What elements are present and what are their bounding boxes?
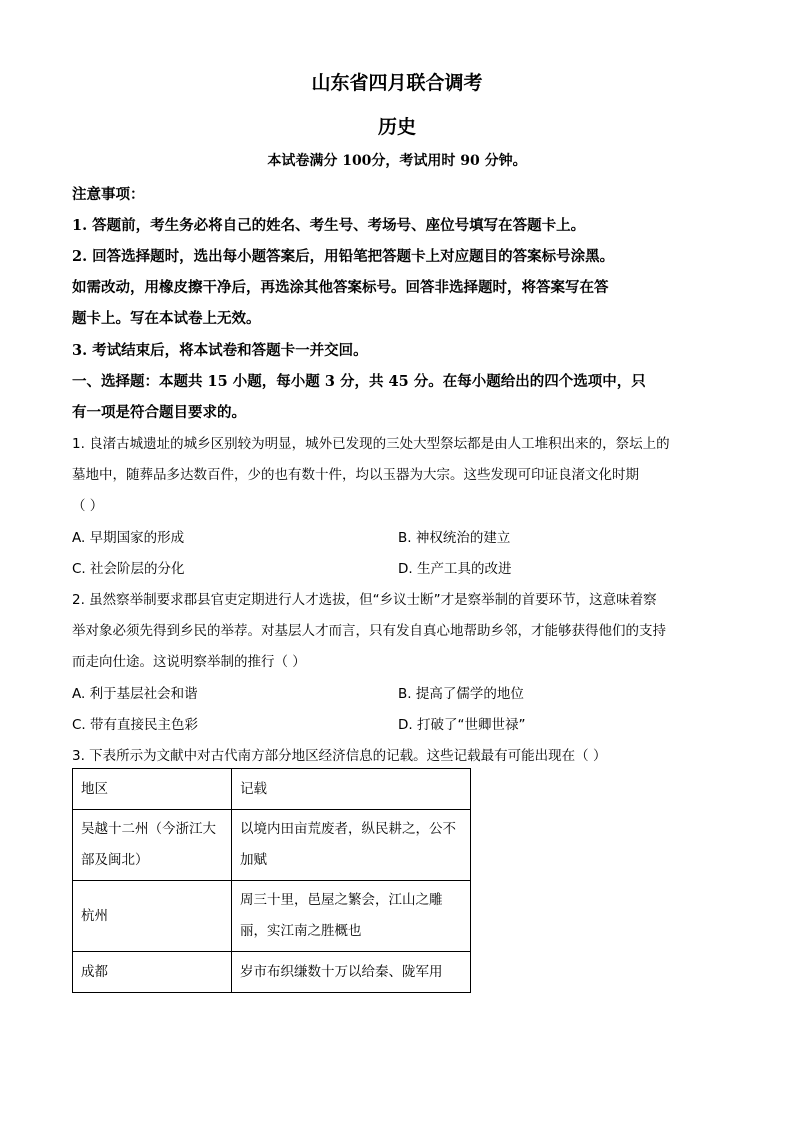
question-1-option-d: D. 生产工具的改进 <box>398 561 512 577</box>
question-2-text: 2. 虽然察举制要求郡县官吏定期进行人才选拔，但“乡议士断”才是察举制的首要环节，这意味着察 <box>72 592 657 608</box>
table-row <box>73 881 471 952</box>
question-2-text: 而走向仕途。这说明察举制的推行（ ） <box>72 654 306 670</box>
section-instruction: 有一项是符合题目要求的。 <box>72 404 246 421</box>
records-table <box>72 768 471 993</box>
question-2-option-d: D. 打破了“世卿世禄” <box>398 717 526 733</box>
notice-item: 3. 考试结束后，将本试卷和答题卡一并交回。 <box>72 342 368 359</box>
question-3-text: 3. 下表所示为文献中对古代南方部分地区经济信息的记载。这些记载最有可能出现在（ ） <box>72 748 607 764</box>
table-cell: 成都 <box>73 952 232 993</box>
notice-item: 2. 回答选择题时，选出每小题答案后，用铅笔把答题卡上对应题目的答案标号涂黑。 <box>72 248 615 265</box>
table-row <box>73 952 471 993</box>
table-header-row <box>73 769 471 810</box>
question-2-option-c: C. 带有直接民主色彩 <box>72 717 199 733</box>
table-row <box>73 810 471 881</box>
section-instruction: 一、选择题：本题共 15 小题，每小题 3 分，共 45 分。在每小题给出的四个选项中，只 <box>72 373 646 390</box>
question-1-option-c: C. 社会阶层的分化 <box>72 561 185 577</box>
subject-title: 历史 <box>377 116 416 138</box>
table-header-cell: 地区 <box>73 769 232 810</box>
question-1-text: 1. 良渚古城遗址的城乡区别较为明显，城外已发现的三处大型祭坛都是由人工堆积出来的，祭坛上的 <box>72 436 670 452</box>
question-2-option-a: A. 利于基层社会和谐 <box>72 686 198 702</box>
table-cell: 周三十里，邑屋之繁会，江山之雕丽，实江南之胜概也 <box>232 881 471 952</box>
question-1-text: 墓地中，随葬品多达数百件，少的也有数十件，均以玉器为大宗。这些发现可印证良渚文化时期 <box>72 467 639 483</box>
question-2-text: 举对象必须先得到乡民的举荐。对基层人才而言，只有发自真心地帮助乡邻，才能够获得他们的支持 <box>72 623 666 639</box>
table-cell: 岁市布织缣数十万以给秦、陇军用 <box>232 952 471 993</box>
notice-item: 1. 答题前，考生务必将自己的姓名、考生号、考场号、座位号填写在答题卡上。 <box>72 217 586 234</box>
question-2-option-b: B. 提高了儒学的地位 <box>398 686 524 702</box>
table-cell: 杭州 <box>73 881 232 952</box>
table-cell: 吴越十二州（今浙江大部及闽北） <box>73 810 232 881</box>
question-1-option-b: B. 神权统治的建立 <box>398 530 511 546</box>
question-1-blank: （ ） <box>72 498 104 514</box>
notice-item: 题卡上。写在本试卷上无效。 <box>72 310 261 327</box>
question-1-option-a: A. 早期国家的形成 <box>72 530 185 546</box>
table-cell: 以境内田亩荒废者，纵民耕之，公不加赋 <box>232 810 471 881</box>
exam-title: 山东省四月联合调考 <box>311 72 483 94</box>
notice-item: 如需改动，用橡皮擦干净后，再选涂其他答案标号。回答非选择题时，将答案写在答 <box>72 279 609 296</box>
exam-info: 本试卷满分 100分，考试用时 90 分钟。 <box>267 153 527 169</box>
notice-heading: 注意事项： <box>72 186 145 203</box>
table-header-cell: 记载 <box>232 769 471 810</box>
